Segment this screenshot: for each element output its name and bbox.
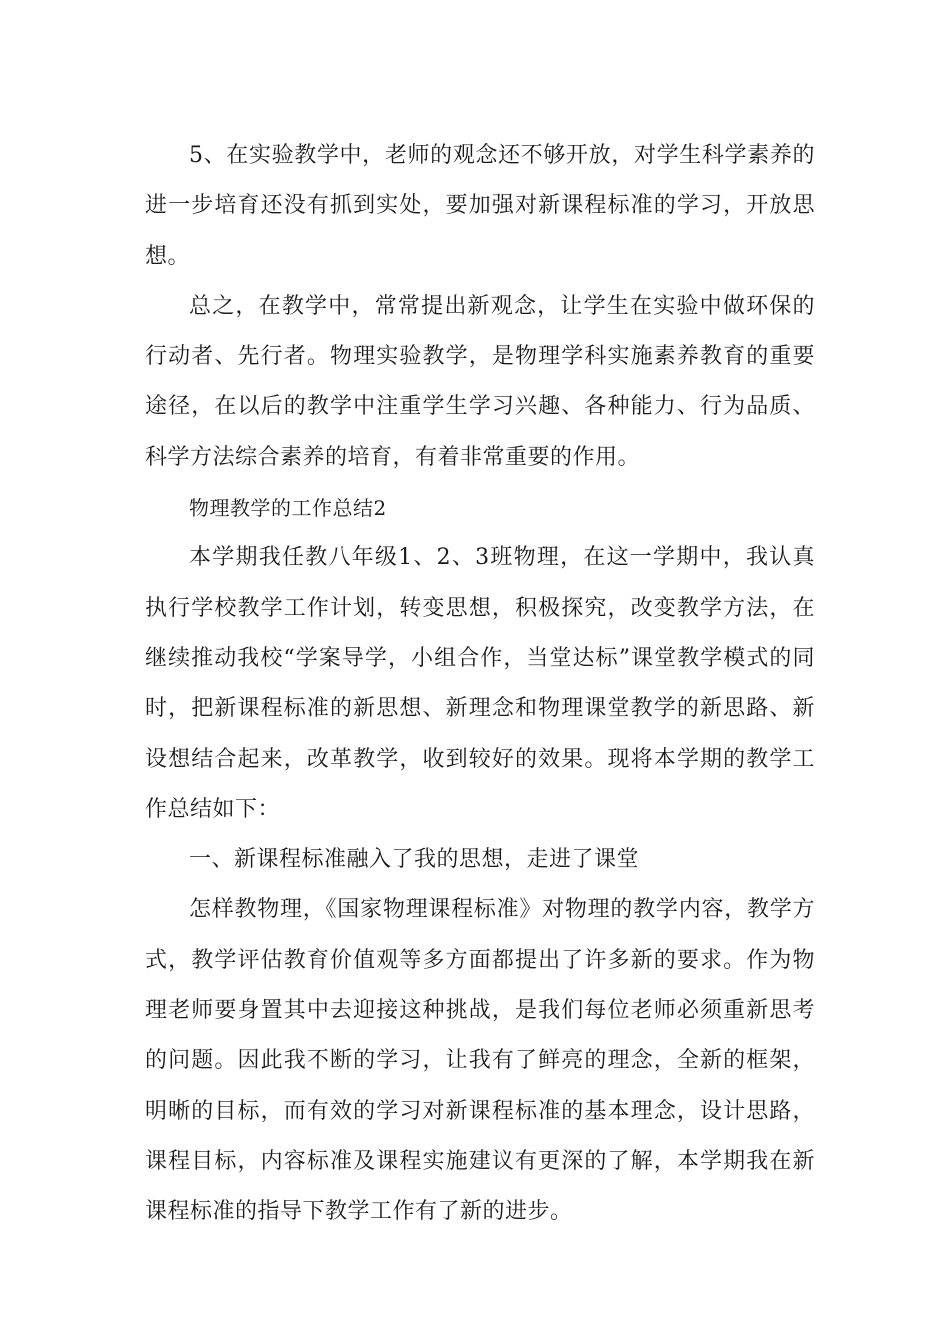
paragraph-how-to-teach-physics: 怎样教物理，《国家物理课程标准》对物理的教学内容，教学方式，教学评估教育价值观等多方面都提出了许多新的要求。作为物理老师要身置其中去迎接这种挑战，是我们每位老师必须重新思考的问题。因此我不断的学习，让我有了鲜亮的理念，全新的框架，明晰的目标，而有效的学习对新课程标准的基本理念，设计思路，课程目标，内容标准及课程实施建议有更深的了解，本学期我在新课程标准的指导下教学工作有了新的进步。	[145, 897, 815, 1225]
paragraph-experiment-point-5: 5、在实验教学中，老师的观念还不够开放，对学生科学素养的进一步培育还没有抓到实处，要加强对新课程标准的学习，开放思想。	[145, 143, 815, 269]
document-body	[145, 131, 815, 1238]
section-title-summary-2: 物理教学的工作总结2	[189, 496, 387, 521]
paragraph-conclusion: 总之，在教学中，常常提出新观念，让学生在实验中做环保的行动者、先行者。物理实验教学，是物理学科实施素养教育的重要途径，在以后的教学中注重学生学习兴趣、各种能力、行为品质、科学方法综合素养的培育，有着非常重要的作用。	[145, 293, 815, 470]
subheading-new-curriculum: 一、新课程标准融入了我的思想，走进了课堂	[189, 847, 640, 873]
paragraph-semester-intro: 本学期我任教八年级1、2、3班物理，在这一学期中，我认真执行学校教学工作计划，转变思想，积极探究，改变教学方法，在继续推动我校“学案导学，小组合作，当堂达标”课堂教学模式的同时，把新课程标准的新思想、新理念和物理课堂教学的新思路、新设想结合起来，改革教学，收到较好的效果。现将本学期的教学工作总结如下：	[145, 545, 815, 822]
